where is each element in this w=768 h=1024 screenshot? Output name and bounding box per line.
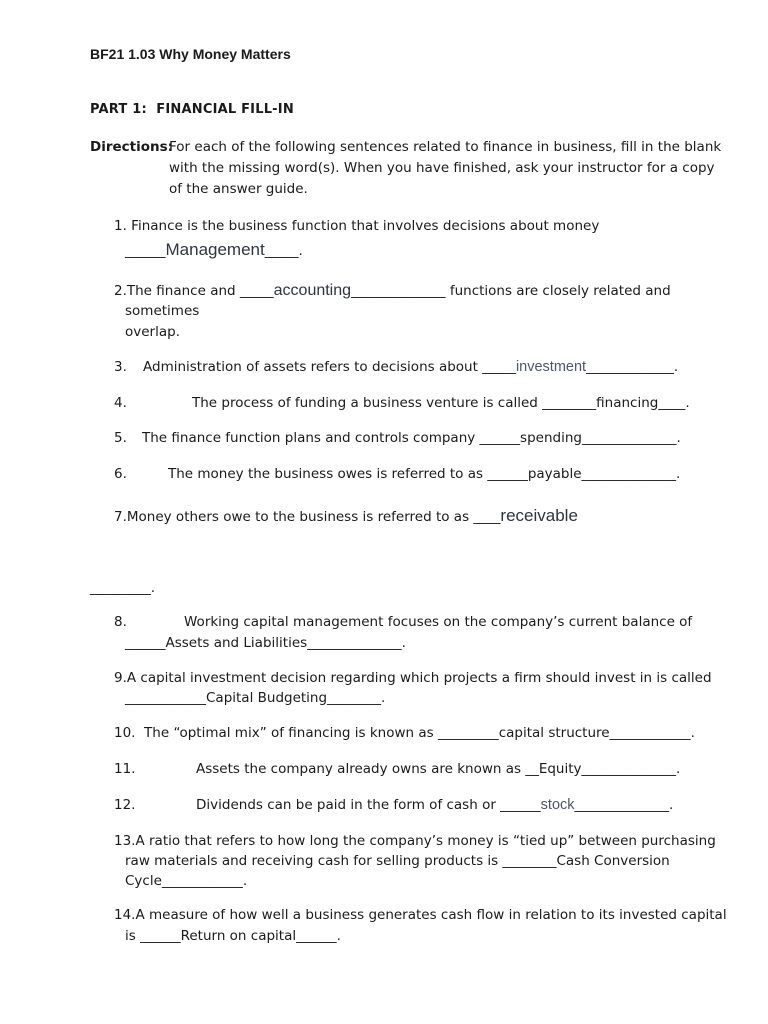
question-3-line: Administration of assets refers to decisions about _____investment_____________. [143, 359, 679, 375]
question-12-line: Dividends can be paid in the form of cash or ______stock______________. [196, 797, 674, 813]
question-2-continuation: overlap. [125, 324, 180, 340]
question-13-continuation: Cycle____________. [125, 873, 248, 889]
question-1-answer-line: ______Management_____. [125, 240, 303, 259]
question-8-line: Working capital management focuses on the company’s current balance of [184, 614, 693, 630]
question-5-number: 5. [114, 430, 127, 446]
question-11-line: Assets the company already owns are known as __Equity______________. [196, 761, 681, 777]
question-11-number: 11. [114, 761, 136, 777]
question-14-continuation: is ______Return on capital______. [125, 928, 341, 944]
question-2-line: 2.The finance and _____accounting______________ functions are closely related and [114, 282, 671, 299]
question-8-answer-line: ______Assets and Liabilities______________. [125, 635, 406, 651]
question-4-line: The process of funding a business venture is called ________financing____. [192, 395, 690, 411]
question-10-line: 10. The “optimal mix” of financing is known as _________capital structure____________. [114, 725, 695, 741]
question-7-answer: receivable [500, 506, 578, 525]
question-2-answer: accounting [273, 282, 352, 299]
question-3-number: 3. [114, 359, 127, 375]
question-2-continuation: sometimes [125, 303, 200, 319]
question-1-line: 1. Finance is the business function that involves decisions about money [114, 218, 600, 234]
question-8-number: 8. [114, 614, 127, 630]
question-3-answer: investment [515, 359, 587, 375]
question-6-number: 6. [114, 466, 127, 482]
question-14-line: 14.A measure of how well a business generates cash flow in relation to its invested capital [114, 907, 727, 923]
question-5-line: The finance function plans and controls company ______spending______________. [142, 430, 681, 446]
question-12-answer: stock [540, 797, 575, 813]
question-4-number: 4. [114, 395, 127, 411]
part-title: PART 1: FINANCIAL FILL-IN [90, 102, 294, 117]
directions-line: of the answer guide. [169, 181, 308, 197]
question-7-line: 7.Money others owe to the business is referred to as ____receivable [114, 506, 578, 525]
directions-line: with the missing word(s). When you have finished, ask your instructor for a copy [169, 160, 715, 176]
directions-line: For each of the following sentences related to finance in business, fill in the blank [169, 139, 722, 155]
question-9-line: 9.A capital investment decision regarding which projects a firm should invest in is called [114, 670, 712, 686]
document-title: BF21 1.03 Why Money Matters [90, 46, 291, 62]
question-13-continuation: raw materials and receiving cash for selling products is ________Cash Conversion [125, 853, 670, 869]
question-6-line: The money the business owes is referred to as ______payable______________. [168, 466, 681, 482]
question-7-continuation: _________. [90, 580, 156, 596]
question-1-answer: Management [165, 240, 265, 259]
directions-label: Directions: [90, 139, 174, 155]
question-13-line: 13.A ratio that refers to how long the company’s money is “tied up” between purchasing [114, 833, 716, 849]
question-9-answer-line: ____________Capital Budgeting________. [125, 690, 386, 706]
question-12-number: 12. [114, 797, 136, 813]
